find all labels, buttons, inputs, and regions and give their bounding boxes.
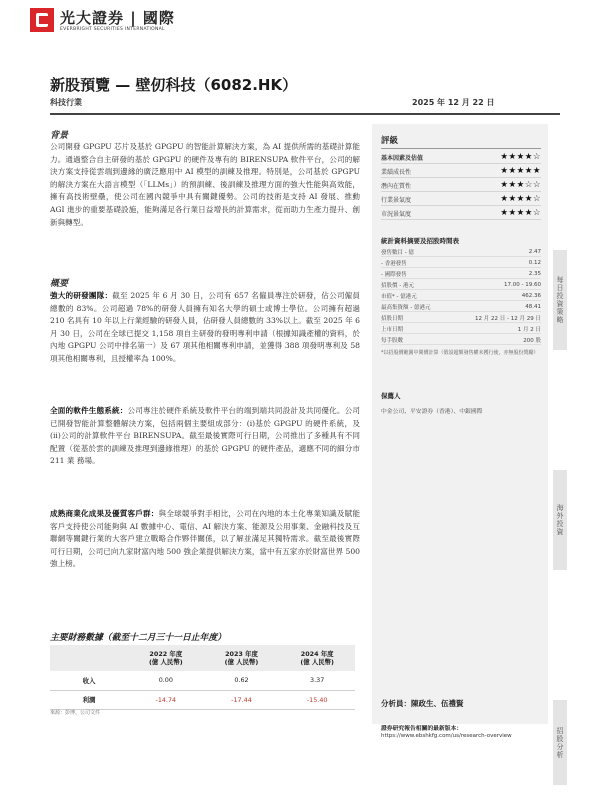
stat-row xyxy=(381,335,541,345)
stat-row xyxy=(381,247,541,257)
rating-row xyxy=(381,151,541,164)
rating-row xyxy=(381,179,541,192)
stat-row xyxy=(381,302,541,312)
table-source: 來源：彭博、公司文件 xyxy=(50,710,101,716)
brand-name-cn: 光大證券 | 國際 xyxy=(60,8,175,27)
stat-value: 48.41 xyxy=(525,303,541,310)
stat-label: 發售數目 - 億 xyxy=(381,249,414,256)
stat-value: 17.00 - 19.60 xyxy=(504,281,541,288)
side-tab-daily-strategy[interactable]: 每日投資策略 xyxy=(553,250,567,350)
sponsors-text: 中金公司、平安證券（香港）、中銀國際 xyxy=(381,409,483,415)
table-header-cell: 2022 年度 (億 人民幣) xyxy=(128,645,204,671)
row-label: 收入 xyxy=(50,671,128,690)
stat-value: 12 月 22 日 - 12 月 29 日 xyxy=(475,315,541,322)
paragraph-text: 截至 2025 年 6 月 30 日，公司有 657 名僱員專注於研發，佔公司僱員總數的 83%。公司超過 78%的研發人員擁有知名大學的碩士或博士學位。公司擁有超過 210 名具有 10 年以上行業經驗的研發人員，佔研發人員總數的 33%以上。截至 2025 年 6 月 30 日，公司在全球已提交 1,158 項自主研發的發明專利申請（根據知識產權的資料，於內地 GPGPU 公司中排名第一）及 67 項其他相關專利申請，並獲得 388 項發明專利及 58 項其他相關專利，且授權率為 100%。 xyxy=(50,291,360,363)
overview-paragraph xyxy=(50,405,368,468)
side-tab-ipo-analysis[interactable]: 招股分析 xyxy=(553,700,567,785)
stat-value: 2.35 xyxy=(528,270,541,277)
brand-name-en: EVERBRIGHT SECURITIES INTERNATIONAL xyxy=(60,26,165,32)
rating-row xyxy=(381,165,541,178)
background-heading: 背景 xyxy=(50,131,69,141)
paragraph-lead: 強大的研發團隊： xyxy=(50,291,113,300)
overview-heading: 概要 xyxy=(50,279,69,289)
row-label: 利潤 xyxy=(50,690,128,709)
table-cell: 3.37 xyxy=(279,671,355,690)
table-cell: -17.44 xyxy=(204,690,280,709)
stat-label: 上市日期 xyxy=(381,326,404,333)
stat-row xyxy=(381,313,541,323)
rating-stars-icon: ★★★★☆ xyxy=(500,152,541,162)
report-sector: 科技行業 xyxy=(50,98,82,107)
table-cell: 0.00 xyxy=(128,671,204,690)
table-cell: -15.40 xyxy=(279,690,355,709)
stats-footnote: *以招股價範圍中間價計算（假設超額發售權未獲行使，亦無股份獎勵） xyxy=(381,350,539,356)
side-tab-overseas[interactable]: 海外投資 xyxy=(553,470,567,570)
rating-stars-icon: ★★★★☆ xyxy=(500,208,541,218)
stat-value: 462.36 xyxy=(521,292,541,299)
rating-stars-icon: ★★★☆☆ xyxy=(500,180,541,190)
research-ref-label: 證券研究報告相關的最新版本： xyxy=(381,726,463,732)
table-header-cell: 2024 年度 (億 人民幣) xyxy=(279,645,355,671)
table-header-cell xyxy=(50,645,128,671)
stat-row xyxy=(381,280,541,290)
stat-label: 招股價 - 港元 xyxy=(381,282,414,289)
stat-row xyxy=(381,258,541,268)
everbright-logo-icon xyxy=(30,8,54,32)
table-row xyxy=(50,690,355,709)
paragraph-text: 公司專注於硬件系統及軟件平台的端到端共同設計及共同優化。公司已開發智能計算整體解決方案，包括兩個主要組成部分：(i)基於 GPGPU 的硬件系統，及(ii)公司的計算軟件平台 BIRENSUPA。截至最後實際可行日期，公司推出了多種具有不同配置（從基於雲的訓練及推理到邊緣推理）的基於 GPGPU 的硬件產品，適應不同的細分市 211 業 務場。 xyxy=(50,406,368,466)
background-text: 公司開發 GPGPU 芯片及基於 GPGPU 的智能計算解決方案，為 AI 提供所需的基礎計算能力。通過整合自主研發的基於 GPGPU 的硬件及專有的 BIRENSUPA 軟件平台，公司的解決方案支持從雲端到邊緣的廣泛應用中 AI 模型的訓練及推理。特別是，公司基於 GPGPU 的解決方案在大語言模型（「LLMs」）的預訓練、後訓練及推理方面的強大性能與高效能，擁有高技術壁壘，使公司在國內競爭中具有關鍵優勢。公司的技術是支持 AI 發展、推動 AGI 進步的重要基礎設施，能夠滿足各行業日益增長的計算需求，從而助力生產力提升、創新與轉型。 xyxy=(50,142,360,227)
ratings-heading: 評級 xyxy=(381,136,399,146)
paragraph-lead: 成熟商業化成果及優質客戶群： xyxy=(50,509,159,518)
rating-row xyxy=(381,207,541,220)
rating-label: 業績成長性 xyxy=(381,168,412,176)
title-divider xyxy=(50,113,560,115)
overview-paragraph xyxy=(50,508,360,571)
stat-row xyxy=(381,269,541,279)
rating-stars-icon: ★★★★★ xyxy=(500,166,541,176)
financials-title: 主要財務數據（截至十二月三十一日止年度） xyxy=(50,633,226,643)
report-title: 新股預覽 — 壁仞科技（6082.HK） xyxy=(50,76,298,94)
rating-label: 基本因素及估值 xyxy=(381,154,424,162)
report-date: 2025 年 12 月 22 日 xyxy=(412,98,495,107)
stat-value: 1 月 2 日 xyxy=(517,326,541,333)
stat-value: 2.47 xyxy=(528,248,541,255)
stat-row xyxy=(381,324,541,334)
stat-label: 招股日期 xyxy=(381,315,404,322)
stat-label: 市值* - 億港元 xyxy=(381,293,417,300)
rating-row xyxy=(381,193,541,206)
table-row xyxy=(50,671,355,690)
paragraph-lead: 全面的軟件生態系統： xyxy=(50,406,128,415)
stat-value: 0.12 xyxy=(528,259,541,266)
rating-label: 行業景氣度 xyxy=(381,196,412,204)
analyst-names: 分析員：陳政生、伍禮賢 xyxy=(381,699,464,708)
table-cell: -14.74 xyxy=(128,690,204,709)
financials-table xyxy=(50,645,355,710)
brand-header xyxy=(30,8,175,32)
stat-label: - 國際發售 xyxy=(381,271,407,278)
rating-label: 市況景氣度 xyxy=(381,210,412,218)
table-header-cell: 2023 年度 (億 人民幣) xyxy=(204,645,280,671)
stat-value: 200 股 xyxy=(523,337,541,344)
overview-paragraph xyxy=(50,290,360,366)
stat-row xyxy=(381,291,541,301)
ratings-divider xyxy=(381,148,541,149)
stat-label: 最高集資額 - 億港元 xyxy=(381,304,431,311)
rating-stars-icon: ★★★★☆ xyxy=(500,194,541,204)
sponsors-heading: 保薦人 xyxy=(381,392,401,400)
stats-heading: 統計資料摘要及招股時間表 xyxy=(381,237,459,245)
stat-label: 每手股數 xyxy=(381,337,404,344)
rating-label: 潛內在質性 xyxy=(381,182,412,190)
stat-label: - 香港發售 xyxy=(381,260,407,267)
research-url-link[interactable]: https://www.ebshkfg.com/us/research-overview xyxy=(381,733,512,739)
table-cell: 0.62 xyxy=(204,671,280,690)
paragraph-text: 與全球競爭對手相比，公司在內地的本土化專業知識及賦能客戶支持使公司能夠與 AI 數據中心、電信、AI 解決方案、能源及公用事業、金融科技及互聯網等關鍵行業的大客戶建立戰略合作夥伴關係，以了解並滿足其獨特需求。截至最後實際可行日期，公司已向九家財富內地 500 強企業提供解決方案，當中有五家亦於財富世界 500 強上榜。 xyxy=(50,509,361,569)
